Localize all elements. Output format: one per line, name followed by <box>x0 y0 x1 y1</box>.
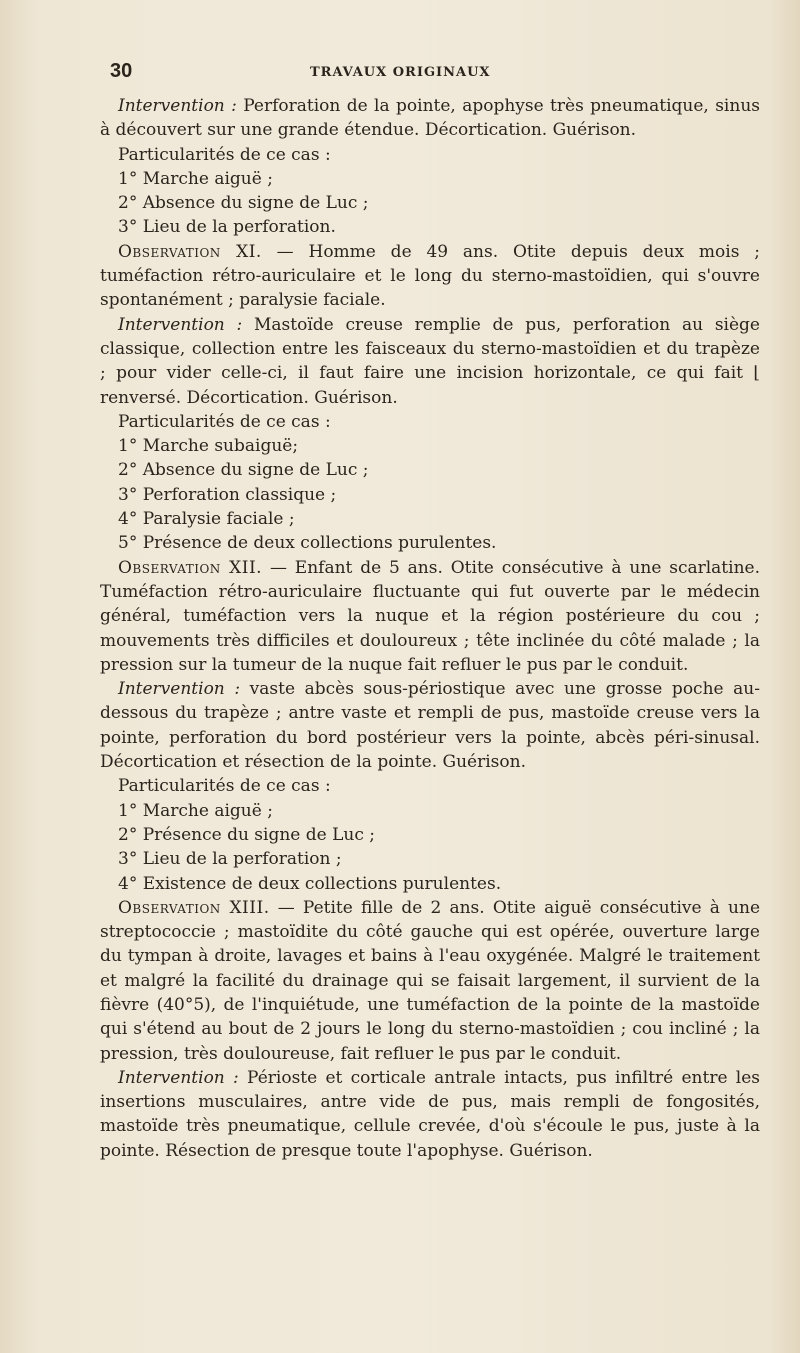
list-item: 1° Marche aiguë ; <box>118 800 273 821</box>
page-body <box>100 94 760 1163</box>
observation-paragraph <box>100 896 760 1066</box>
running-title: TRAVAUX ORIGINAUX <box>310 65 491 80</box>
list-item: 2° Absence du signe de Luc ; <box>118 193 369 214</box>
observation-text: — Homme de 49 ans. Otite depuis deux mois ; tuméfaction rétro-auriculaire et le long du sterno-mastoïdien, qui s'ouvre spontanément ; paralysie faciale. <box>100 241 760 311</box>
observation-label: Observation XII. <box>118 557 263 578</box>
list-item: 4° Paralysie faciale ; <box>118 509 295 530</box>
list-item: 3° Perforation classique ; <box>118 484 337 505</box>
intervention-text: Périoste et corticale antrale intacts, pus infiltré entre les insertions musculaires, antre vide de pus, mais rempli de fongosités, mastoïde très pneumatique, cellule crevée, d'où s'écoule le pus, juste à la pointe. Résection de presque toute l'apophyse. Guérison. <box>100 1067 761 1161</box>
intervention-text: vaste abcès sous-périostique avec une grosse poche au-dessous du trapèze ; antre vaste et rempli de pus, mastoïde creuse vers la pointe, perforation du bord postérieur vers la pointe, abcès péri-sinusal. Décortication et résection de la pointe. Guérison. <box>100 679 760 773</box>
intervention-text: Perforation de la pointe, apophyse très pneumatique, sinus à découvert sur une grande étendue. Décortication. Guérison. <box>100 96 760 141</box>
list-item: 1° Marche aiguë ; <box>118 168 273 189</box>
particularites-heading: Particularités de ce cas : <box>118 776 331 797</box>
observation-text: — Enfant de 5 ans. Otite consécutive à une scarlatine. Tuméfaction rétro-auriculaire fluctuante qui fut ouverte par le médecin général, tuméfaction vers la nuque et la région postérieure du cou ; mouvements très difficiles et douloureux ; tête inclinée du côté malade ; la pression sur la tumeur de la nuque fait refluer le pus par le conduit. <box>100 557 760 675</box>
intervention-paragraph <box>100 1066 760 1163</box>
intervention-label: Intervention : <box>118 96 237 116</box>
observation-text: — Petite fille de 2 ans. Otite aiguë consécutive à une streptococcie ; mastoïdite du côté gauche qui est opérée, ouverture large du tympan à droite, lavages et bains à l'eau oxygénée. Malgré le traitement et malgré la facilité du drainage qui se faisait largement, il survient de la fièvre (40°5), de l'inquiétude, une tuméfaction de la pointe de la mastoïde qui s'étend au bout de 2 jours le long du sterno-mastoïdien ; cou incliné ; la pression, très douloureuse, fait refluer le pus par le conduit. <box>100 897 761 1064</box>
intervention-label: Intervention : <box>118 314 243 335</box>
list-item: 2° Présence du signe de Luc ; <box>118 824 375 845</box>
list-item: 5° Présence de deux collections purulentes. <box>118 533 497 554</box>
intervention-text: Mastoïde creuse remplie de pus, perforation au siège classique, collection entre les faisceaux du sterno-mastoïdien et du trapèze ; pour vider celle-ci, il faut faire une incision horizontale, ce qui fait ⌊ renversé. Décortication. Guérison. <box>100 314 760 408</box>
intervention-label: Intervention : <box>118 1067 239 1088</box>
observation-label: Observation XIII. <box>118 897 270 918</box>
observation-paragraph <box>100 556 760 677</box>
intervention-paragraph <box>100 677 760 774</box>
intervention-label: Intervention : <box>118 679 241 700</box>
page-number: 30 <box>110 60 133 82</box>
list-item: 3° Lieu de la perforation. <box>118 217 336 238</box>
page-header <box>110 60 750 90</box>
list-item: 4° Existence de deux collections purulentes. <box>118 873 502 894</box>
observation-paragraph <box>100 240 760 313</box>
list-item: 2° Absence du signe de Luc ; <box>118 460 369 481</box>
intervention-paragraph <box>100 313 760 410</box>
list-item: 1° Marche subaiguë; <box>118 436 299 457</box>
intervention-paragraph <box>100 94 760 143</box>
particularites-heading: Particularités de ce cas : <box>118 411 331 432</box>
list-item: 3° Lieu de la perforation ; <box>118 849 342 870</box>
particularites-heading: Particularités de ce cas : <box>118 144 331 165</box>
observation-label: Observation XI. <box>118 241 262 262</box>
